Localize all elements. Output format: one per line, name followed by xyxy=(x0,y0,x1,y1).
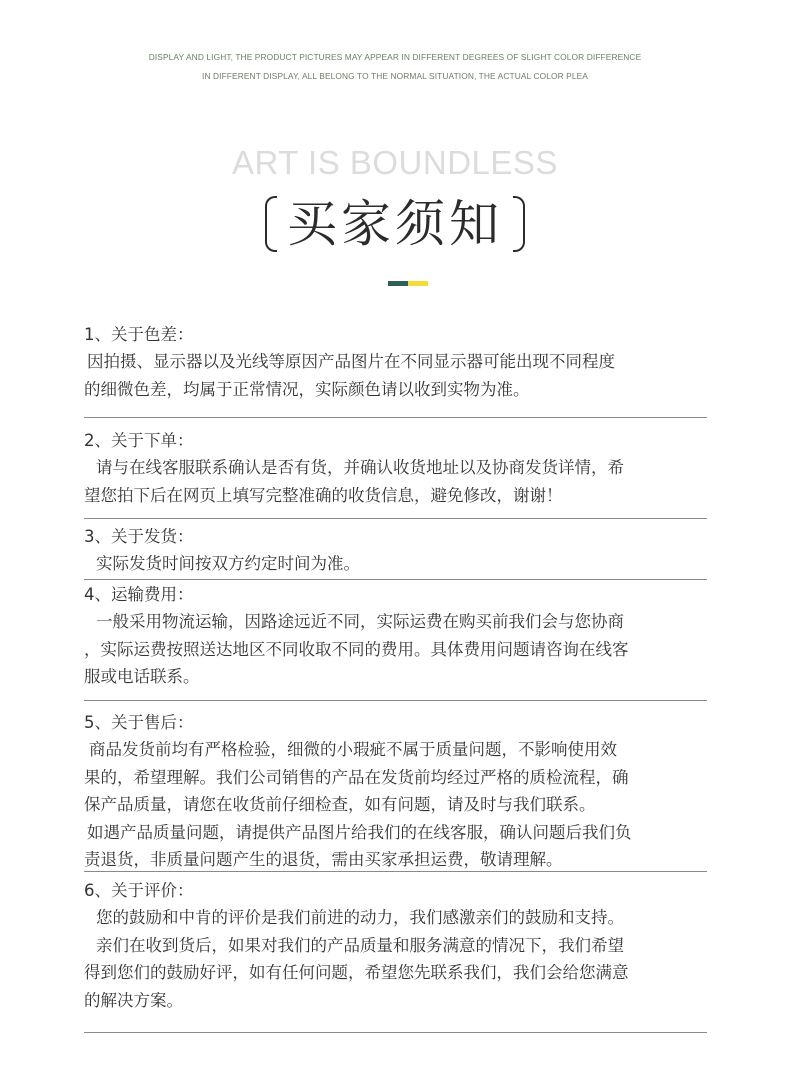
page-subtitle: ART IS BOUNDLESS xyxy=(232,144,558,181)
section-text-line: 得到您们的鼓励好评，如有任何问题，希望您先联系我们，我们会给您满意 xyxy=(84,963,629,982)
section-text-line: 请与在线客服联系确认是否有货，并确认收货地址以及协商发货详情，希 xyxy=(96,458,624,477)
section-title: 4、运输费用： xyxy=(84,585,194,604)
section-title: 1、关于色差： xyxy=(84,325,194,344)
section-text-line: 保产品质量，请您在收货前仔细检查，如有问题，请及时与我们联系。 xyxy=(84,795,596,814)
section-text-line: 责退货，非质量问题产生的退货，需由买家承担运费，敬请理解。 xyxy=(84,850,563,869)
section-text-line: 果的，希望理解。我们公司销售的产品在发货前均经过严格的质检流程，确 xyxy=(84,767,629,787)
page-title: 买家须知 xyxy=(287,195,503,253)
section-text-line: 实际发货时间按双方约定时间为准。 xyxy=(96,554,360,573)
section-title: 3、关于发货： xyxy=(84,527,194,546)
accent-bar-teal xyxy=(388,281,408,286)
section-text-line: 您的鼓励和中肯的评价是我们前进的动力，我们感激亲们的鼓励和支持。 xyxy=(96,908,624,927)
color-difference-notice-line-1: DISPLAY AND LIGHT, THE PRODUCT PICTURES MAY APPEAR IN DIFFERENT DEGREES OF SLIGHT COLOR DIFFERENCE xyxy=(148,52,642,62)
section-text-line: 的细微色差，均属于正常情况，实际颜色请以收到实物为准。 xyxy=(84,379,530,399)
section-title: 5、关于售后： xyxy=(84,713,194,732)
title-block xyxy=(0,184,790,264)
section-text-line: 一般采用物流运输，因路途远近不同，实际运费在购买前我们会与您协商 xyxy=(96,612,624,631)
left-bracket-ornament xyxy=(265,196,277,252)
section-title: 6、关于评价： xyxy=(84,881,194,900)
section-reviews xyxy=(84,878,707,1033)
section-ordering xyxy=(84,428,707,519)
section-text-line: ，实际运费按照送达地区不同收取不同的费用。具体费用问题请咨询在线客 xyxy=(84,639,629,659)
accent-bar-yellow xyxy=(408,281,428,286)
section-text-line: 商品发货前均有严格检验，细微的小瑕疵不属于质量问题，不影响使用效 xyxy=(89,740,617,759)
section-text-line: 服或电话联系。 xyxy=(84,667,200,686)
section-color-difference xyxy=(84,322,707,418)
section-text-line: 如遇产品质量问题，请提供产品图片给我们的在线客服，确认问题后我们负 xyxy=(87,822,632,842)
section-shipping xyxy=(84,524,707,580)
section-after-sales xyxy=(84,710,707,872)
color-difference-notice-line-2: IN DIFFERENT DISPLAY, ALL BELONG TO THE NORMAL SITUATION, THE ACTUAL COLOR PLEA xyxy=(202,71,588,81)
section-title: 2、关于下单： xyxy=(84,431,194,450)
right-bracket-ornament xyxy=(513,196,525,252)
section-transport-fees xyxy=(84,582,707,701)
section-text-line: 亲们在收到货后，如果对我们的产品质量和服务满意的情况下，我们希望 xyxy=(96,935,624,955)
section-text-line: 的解决方案。 xyxy=(84,990,183,1010)
section-text-line: 因拍摄、显示器以及光线等原因产品图片在不同显示器可能出现不同程度 xyxy=(87,352,615,371)
section-text-line: 望您拍下后在网页上填写完整准确的收货信息，避免修改，谢谢！ xyxy=(84,485,563,505)
accent-bar xyxy=(388,281,429,286)
